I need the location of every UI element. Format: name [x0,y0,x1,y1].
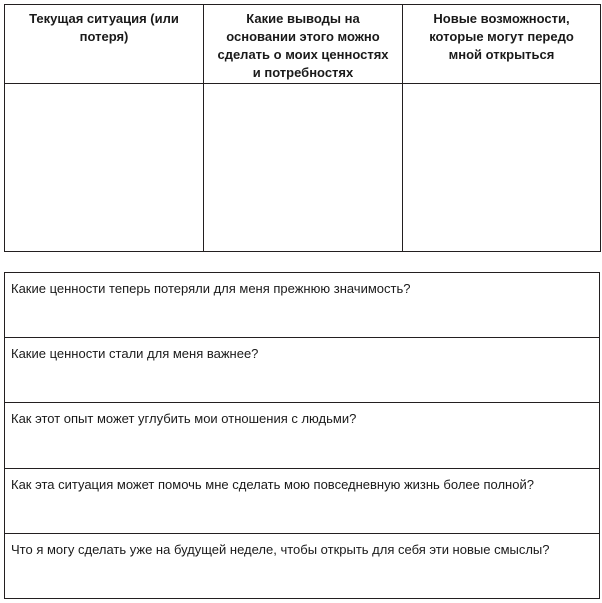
answer-cell-new-opportunities[interactable] [403,84,601,252]
questions-table [4,272,600,599]
header-current-situation-label: Текущая ситуация (или потеря) [29,11,179,44]
question-row [5,468,600,533]
reflection-table-answer-row [5,84,601,252]
reflection-table-header-row [5,5,601,84]
question-row [5,403,600,468]
header-new-opportunities-label: Новые возможности, которые могут передо мной открыться [429,11,574,62]
reflection-table [4,4,601,252]
question-cell-4[interactable]: Как эта ситуация может помочь мне сделать мою повседневную жизнь более полной? [5,468,600,533]
header-current-situation [5,5,204,84]
question-cell-5[interactable]: Что я могу сделать уже на будущей неделе, чтобы открыть для себя эти новые смыслы? [5,533,600,598]
answer-cell-current-situation[interactable] [5,84,204,252]
question-row [5,273,600,338]
question-cell-1[interactable]: Какие ценности теперь потеряли для меня прежнюю значимость? [5,273,600,338]
question-cell-2[interactable]: Какие ценности стали для меня важнее? [5,338,600,403]
question-cell-3[interactable]: Как этот опыт может углубить мои отношения с людьми? [5,403,600,468]
question-row [5,533,600,598]
header-conclusions-values [204,5,403,84]
answer-cell-conclusions-values[interactable] [204,84,403,252]
header-new-opportunities [403,5,601,84]
header-conclusions-values-label: Какие выводы на основании этого можно сделать о моих ценностях и потребностях [217,11,389,80]
question-row [5,338,600,403]
